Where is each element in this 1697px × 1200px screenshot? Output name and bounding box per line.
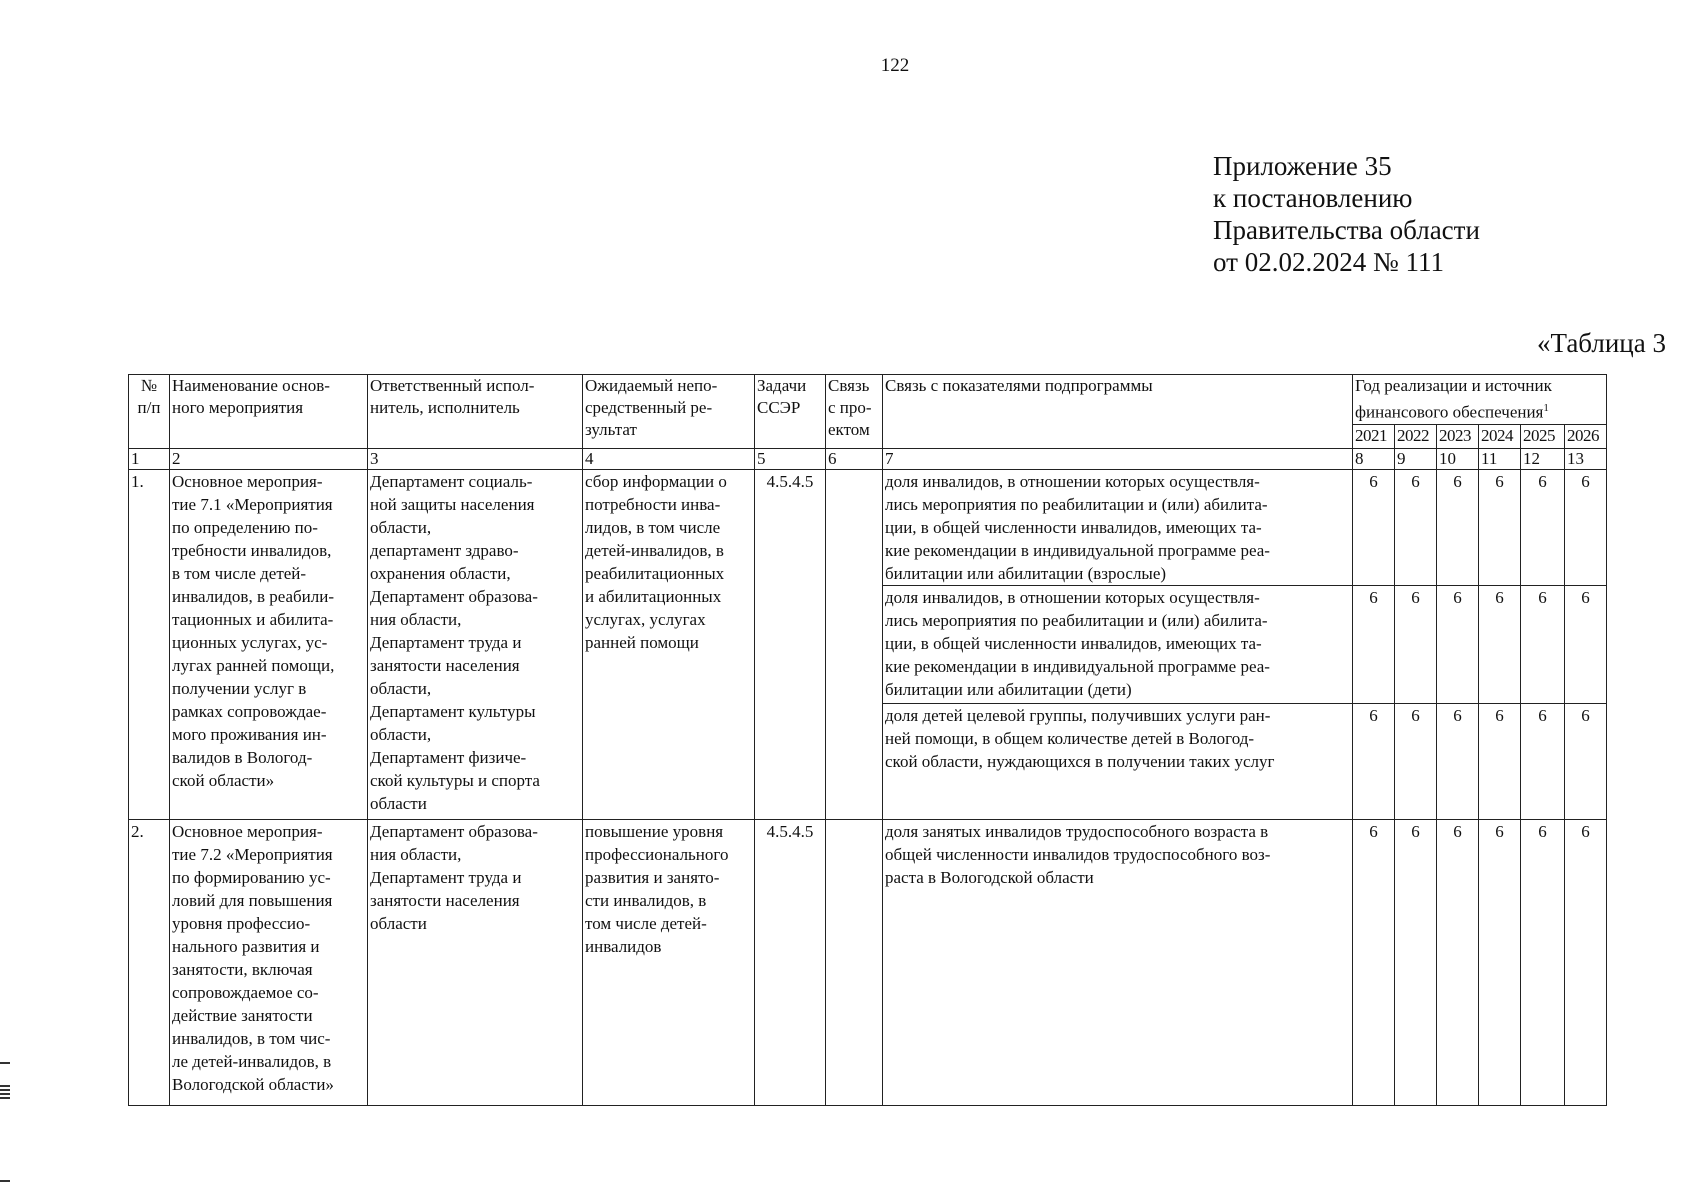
measure-link-project [826, 469, 883, 819]
column-number: 5 [755, 448, 826, 469]
header-link-indicators: Связь с показателями подпрограммы [883, 375, 1353, 449]
measure-name: Основное мероприя- тие 7.1 «Мероприятия по определению по- требности инвалидов, в том числе детей- инвалидов, в реабили- тационных и абилита- ционных услугах, ус- лугах ранней помощи, получении услуг в рамках сопровождае- мого проживания ин- валидов в Вологод- ской области» [170, 469, 368, 819]
scan-mark [0, 1085, 10, 1101]
indicator-value: 6 [1521, 585, 1565, 703]
header-num: № п/п [129, 375, 170, 449]
header-year: 2021 [1353, 424, 1395, 448]
column-number: 10 [1437, 448, 1479, 469]
header-year: 2024 [1479, 424, 1521, 448]
appendix-line: Приложение 35 [1213, 151, 1392, 181]
table-caption: «Таблица 3 [1537, 328, 1666, 358]
header-year: 2023 [1437, 424, 1479, 448]
appendix-line: Правительства области [1213, 215, 1480, 245]
table-row [129, 819, 1607, 1105]
measures-table [128, 374, 1607, 1106]
indicator-value: 6 [1437, 585, 1479, 703]
indicator-value: 6 [1437, 469, 1479, 585]
indicator-value: 6 [1479, 585, 1521, 703]
measure-tasks: 4.5.4.5 [755, 819, 826, 1105]
indicator-value: 6 [1437, 703, 1479, 819]
column-number: 3 [368, 448, 583, 469]
footnote-mark: 1 [1543, 402, 1549, 414]
column-number: 12 [1521, 448, 1565, 469]
header-tasks: Задачи ССЭР [755, 375, 826, 449]
scan-mark [0, 1180, 10, 1182]
indicator-value: 6 [1479, 469, 1521, 585]
indicator-value: 6 [1479, 703, 1521, 819]
indicator-value: 6 [1395, 819, 1437, 1105]
table-row [129, 469, 1607, 585]
indicator-value: 6 [1521, 469, 1565, 585]
header-name: Наименование основ- ного мероприятия [170, 375, 368, 449]
indicator-text: доля инвалидов, в отношении которых осуществля- лись мероприятия по реабилитации и (или) абилита- ции, в общей численности инвалидов, имеющих та- кие рекомендации в индивидуальной программе реа- билитации или абилитации (взрослые) [883, 469, 1353, 585]
indicator-text: доля детей целевой группы, получивших услуги ран- ней помощи, в общем количестве детей в Вологод- ской области, нуждающихся в получении таких услуг [883, 703, 1353, 819]
header-year-group-text: Год реализации и источник финансового обеспечения [1355, 376, 1552, 422]
header-result: Ожидаемый непо- средственный ре- зультат [583, 375, 755, 449]
indicator-value: 6 [1521, 703, 1565, 819]
appendix-line: к постановлению [1213, 183, 1413, 213]
header-year: 2022 [1395, 424, 1437, 448]
header-year-group [1353, 375, 1607, 425]
column-number: 8 [1353, 448, 1395, 469]
row-num: 2. [129, 819, 170, 1105]
column-number: 13 [1565, 448, 1607, 469]
measure-executor: Департамент социаль- ной защиты населения области, департамент здраво- охранения области, Департамент образова- ния области, Департамент труда и занятости населения области, Департамент культуры области, Департамент физиче- ской культуры и спорта области [368, 469, 583, 819]
header-executor: Ответственный испол- нитель, исполнитель [368, 375, 583, 449]
column-number: 2 [170, 448, 368, 469]
indicator-value: 6 [1353, 703, 1395, 819]
indicator-value: 6 [1437, 819, 1479, 1105]
indicator-value: 6 [1395, 703, 1437, 819]
measure-name: Основное мероприя- тие 7.2 «Мероприятия по формированию ус- ловий для повышения уровня профессио- нального развития и занятости, включая сопровождаемое со- действие занятости инвалидов, в том чис- ле детей-инвалидов, в Вологодской области» [170, 819, 368, 1105]
indicator-text: доля занятых инвалидов трудоспособного возраста в общей численности инвалидов трудоспособного воз- раста в Вологодской области [883, 819, 1353, 1105]
header-link-project: Связь с про- ектом [826, 375, 883, 449]
indicator-value: 6 [1353, 469, 1395, 585]
indicator-value: 6 [1521, 819, 1565, 1105]
indicator-value: 6 [1565, 703, 1607, 819]
appendix-header [1213, 150, 1480, 278]
indicator-value: 6 [1353, 585, 1395, 703]
column-number: 4 [583, 448, 755, 469]
indicator-value: 6 [1395, 585, 1437, 703]
page-number: 122 [880, 55, 910, 76]
column-number: 7 [883, 448, 1353, 469]
measure-link-project [826, 819, 883, 1105]
header-year: 2026 [1565, 424, 1607, 448]
indicator-value: 6 [1353, 819, 1395, 1105]
column-number: 9 [1395, 448, 1437, 469]
column-number: 6 [826, 448, 883, 469]
measure-tasks: 4.5.4.5 [755, 469, 826, 819]
header-year: 2025 [1521, 424, 1565, 448]
indicator-value: 6 [1565, 469, 1607, 585]
column-number: 1 [129, 448, 170, 469]
measure-result: повышение уровня профессионального развития и занято- сти инвалидов, в том числе детей- инвалидов [583, 819, 755, 1105]
indicator-value: 6 [1479, 819, 1521, 1105]
measure-executor: Департамент образова- ния области, Департамент труда и занятости населения области [368, 819, 583, 1105]
row-num: 1. [129, 469, 170, 819]
column-number: 11 [1479, 448, 1521, 469]
appendix-line: от 02.02.2024 № 111 [1213, 247, 1444, 277]
indicator-value: 6 [1565, 585, 1607, 703]
indicator-text: доля инвалидов, в отношении которых осуществля- лись мероприятия по реабилитации и (или) абилита- ции, в общей численности инвалидов, имеющих та- кие рекомендации в индивидуальной программе реа- билитации или абилитации (дети) [883, 585, 1353, 703]
indicator-value: 6 [1395, 469, 1437, 585]
indicator-value: 6 [1565, 819, 1607, 1105]
measure-result: сбор информации о потребности инва- лидов, в том числе детей-инвалидов, в реабилитационных и абилитационных услугах, услугах ранней помощи [583, 469, 755, 819]
scan-mark [0, 1062, 10, 1064]
